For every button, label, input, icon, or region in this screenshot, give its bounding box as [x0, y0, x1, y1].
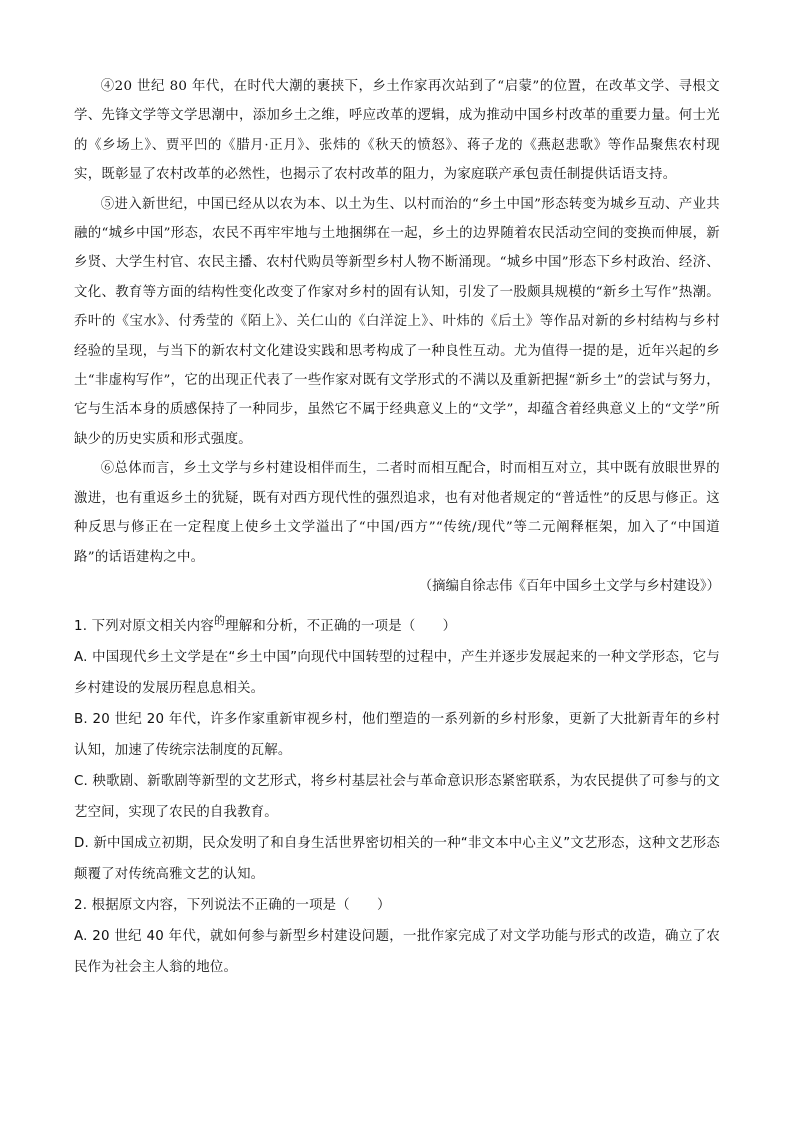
- question-2-option-a: A. 20 世纪 40 年代，就如何参与新型乡村建设问题，一批作家完成了对文学功能与形式的改造，确立了农民作为社会主人翁的地位。: [74, 929, 720, 976]
- question-1-option-a: A. 中国现代乡土文学是在“乡土中国”向现代中国转型的过程中，产生并逐步发展起来的一种文学形态，它与乡村建设的发展历程息息相关。: [74, 650, 720, 697]
- passage-paragraph-5: ⑤进入新世纪，中国已经从以农为本、以土为生、以村而治的“乡土中国”形态转变为城乡互动、产业共融的“城乡中国”形态，农民不再牢牢地与土地捆绑在一起，乡土的边界随着农民活动空间的变换而伸展，新乡贤、大学生村官、农民主播、农村代购员等新型乡村人物不断涌现。“城乡中国”形态下乡村政治、经济、文化、教育等方面的结构性变化改变了作家对乡村的固有认知，引发了一股颇具规模的“新乡土写作”热潮。乔叶的《宝水》、付秀莹的《陌上》、关仁山的《白洋淀上》、叶炜的《后土》等作品对新的乡村结构与乡村经验的呈现，与当下的新农村文化建设实践和思考构成了一种良性互动。尤为值得一提的是，近年兴起的乡土“非虚构写作”，它的出现正代表了一些作家对既有文学形式的不满以及重新把握“新乡土”的尝试与努力，它与生活本身的质感保持了一种同步，虽然它不属于经典意义上的“文学”，却蕴含着经典意义上的“文学”所缺少的历史实质和形式强度。: [74, 196, 720, 447]
- question-1-stem-start: 1. 下列对原文相关内容: [74, 619, 214, 635]
- question-1-stem-end: 理解和分析，不正确的一项是（ ）: [225, 619, 457, 635]
- passage-paragraph-6: ⑥总体而言，乡土文学与乡村建设相伴而生，二者时而相互配合，时而相互对立，其中既有放眼世界的激进，也有重返乡土的犹疑，既有对西方现代性的强烈追求，也有对他者规定的“普适性”的反思与修正。这种反思与修正在一定程度上使乡土文学溢出了“中国/西方”“传统/现代”等二元阐释框架，加入了“中国道路”的话语建构之中。: [74, 461, 720, 565]
- question-1-stem: [74, 605, 720, 642]
- passage-source: （摘编自徐志伟《百年中国乡土文学与乡村建设》）: [418, 578, 720, 594]
- question-1-stem-superscript: 的: [213, 614, 226, 628]
- passage-paragraph-4: ④20 世纪 80 年代，在时代大潮的裹挟下，乡土作家再次站到了“启蒙”的位置，在改革文学、寻根文学、先锋文学等文学思潮中，添加乡土之维，呼应改革的逻辑，成为推动中国乡村改革的重要力量。何士光的《乡场上》、贾平凹的《腊月·正月》、张炜的《秋天的愤怒》、蒋子龙的《燕赵悲歌》等作品聚焦农村现实，既彰显了农村改革的必然性，也揭示了农村改革的阻力，为家庭联产承包责任制提供话语支持。: [74, 79, 720, 183]
- question-1-option-c: C. 秧歌剧、新歌剧等新型的文艺形式，将乡村基层社会与革命意识形态紧密联系，为农民提供了可参与的文艺空间，实现了农民的自我教育。: [74, 774, 720, 821]
- question-2-stem: 2. 根据原文内容，下列说法不正确的一项是（ ）: [74, 898, 391, 914]
- question-1-option-d: D. 新中国成立初期，民众发明了和自身生活世界密切相关的一种“非文本中心主义”文艺形态，这种文艺形态颠覆了对传统高雅文艺的认知。: [74, 836, 720, 883]
- question-1-option-b: B. 20 世纪 20 年代，许多作家重新审视乡村，他们塑造的一系列新的乡村形象，更新了大批新青年的乡村认知，加速了传统宗法制度的瓦解。: [74, 712, 720, 759]
